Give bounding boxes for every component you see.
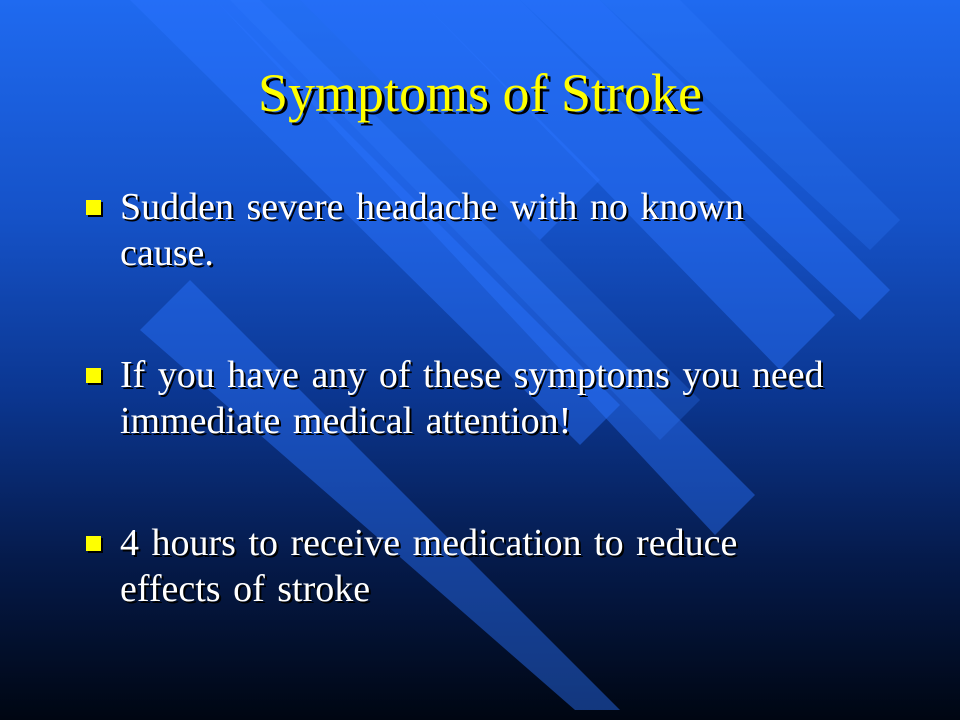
bullet-list xyxy=(86,184,826,612)
slide-title: Symptoms of Stroke xyxy=(257,63,703,123)
bullet-item xyxy=(86,184,826,276)
bullet-text: Sudden severe headache with no known cause. xyxy=(120,186,744,274)
square-bullet-icon xyxy=(86,200,101,215)
square-bullet-icon xyxy=(86,536,101,551)
bullet-item xyxy=(86,352,826,444)
bullet-item xyxy=(86,520,826,612)
square-bullet-icon xyxy=(86,368,101,383)
bullet-text: If you have any of these symptoms you need immediate medical attention! xyxy=(120,354,824,442)
bullet-text: 4 hours to receive medication to reduce effects of stroke xyxy=(120,522,738,610)
